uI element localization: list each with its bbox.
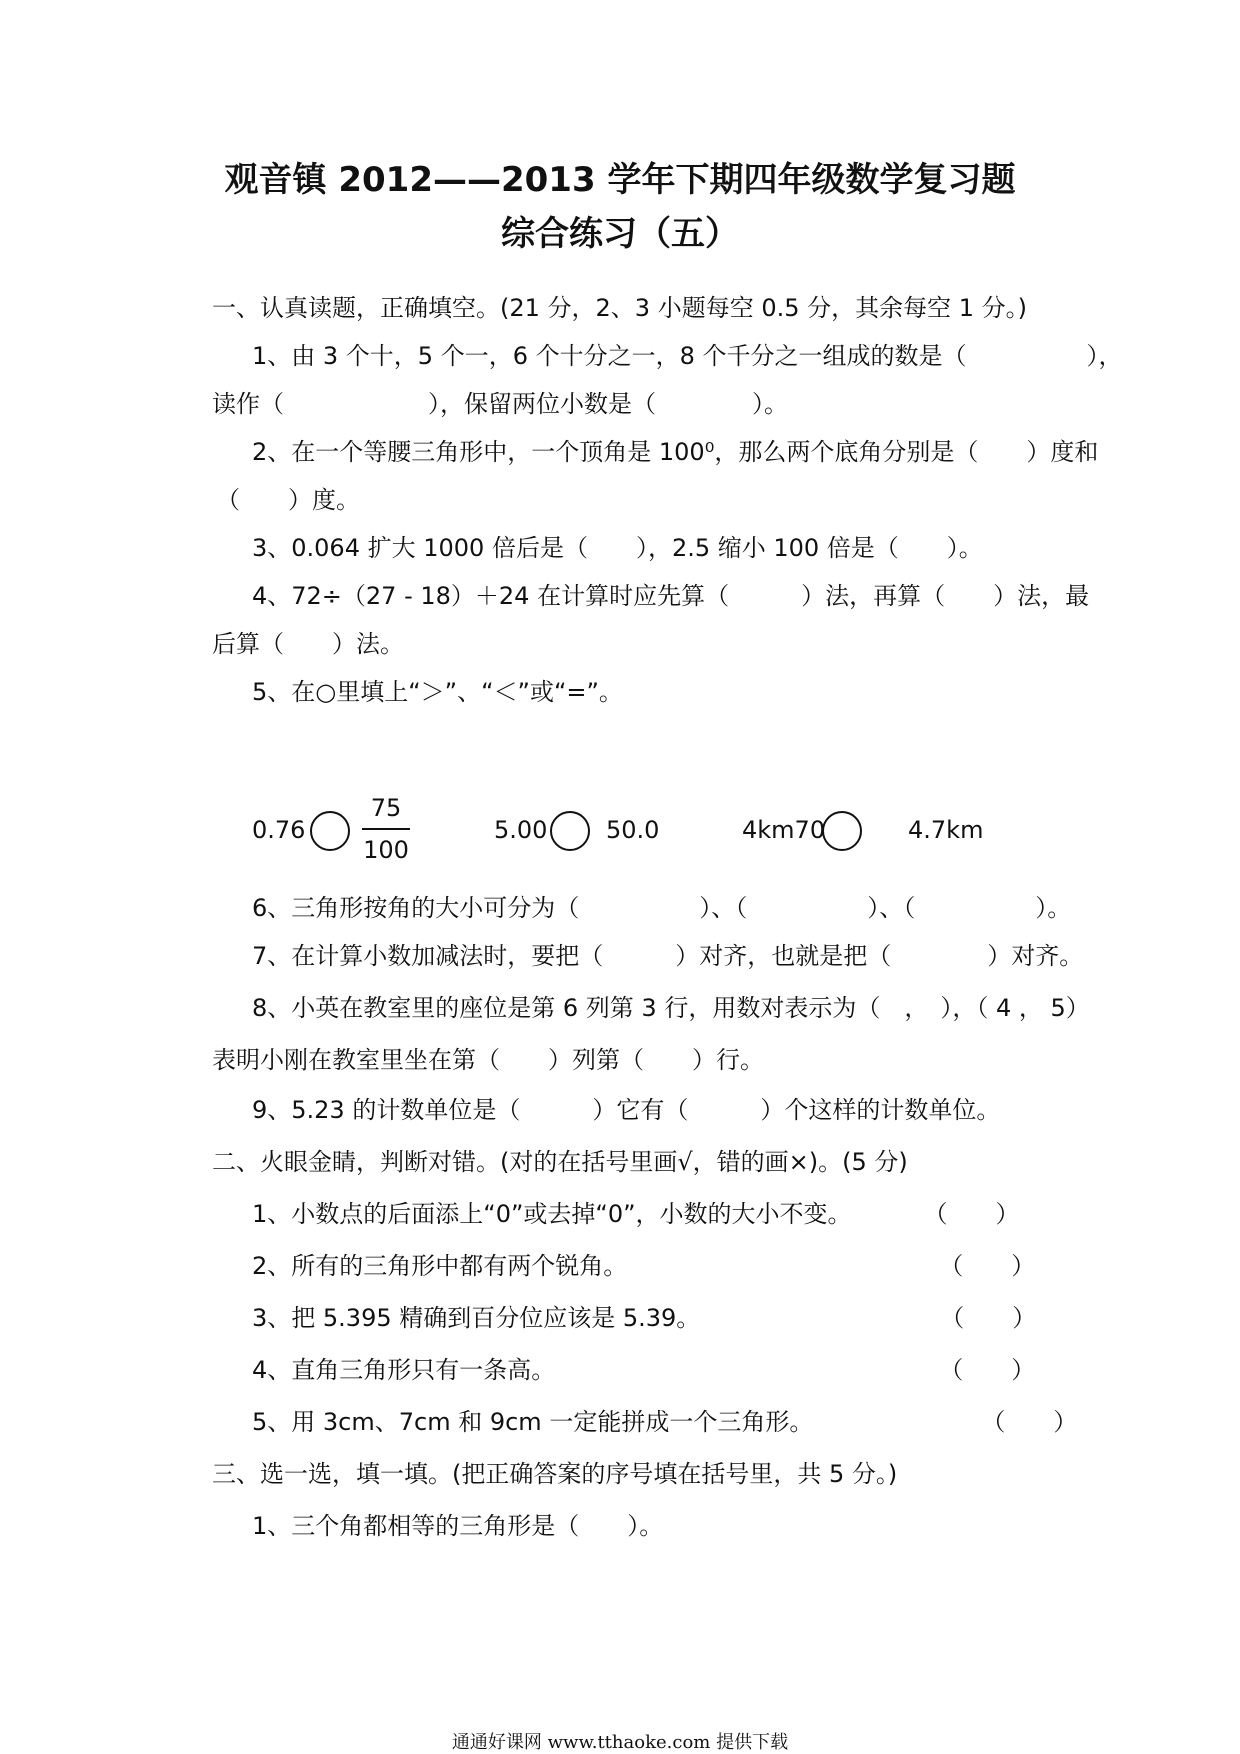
question-2-line-1: 2、在一个等腰三角形中，一个顶角是 100⁰，那么两个底角分别是（ ）度和	[252, 438, 1099, 466]
question-5: 5、在○里填上“＞”、“＜”或“=”。	[252, 678, 623, 706]
question-8-line-1: 8、小英在教室里的座位是第 6 列第 3 行，用数对表示为（ ， ），（ 4 ， 5）	[252, 994, 1090, 1022]
compare-b-left: 5.00	[494, 816, 548, 844]
compare-circle-c	[822, 811, 862, 851]
question-3: 3、0.064 扩大 1000 倍后是（ ），2.5 缩小 100 倍是（ ）。	[252, 534, 983, 562]
judge-item-5: 5、用 3cm、7cm 和 9cm 一定能拼成一个三角形。 （ ）	[252, 1408, 1078, 1436]
compare-c-left: 4km70	[742, 816, 826, 844]
question-1-line-2: 读作（ ），保留两位小数是（ ）。	[212, 390, 788, 418]
compare-a-left: 0.76	[252, 816, 306, 844]
judge-item-4: 4、直角三角形只有一条高。 （ ）	[252, 1356, 1036, 1384]
judge-item-1: 1、小数点的后面添上“0”或去掉“0”，小数的大小不变。 （ ）	[252, 1200, 1020, 1228]
question-4-line-1: 4、72÷（27 - 18）＋24 在计算时应先算（ ）法，再算（ ）法，最	[252, 582, 1090, 610]
question-4-line-2: 后算（ ）法。	[212, 630, 404, 658]
question-8-line-2: 表明小刚在教室里坐在第（ ）列第（ ）行。	[212, 1046, 764, 1074]
choice-question-1: 1、三个角都相等的三角形是（ ）。	[252, 1512, 664, 1540]
compare-a-fraction	[362, 792, 410, 866]
compare-circle-b	[550, 811, 590, 851]
compare-b-right: 50.0	[606, 816, 660, 844]
fraction-numerator: 75	[370, 794, 402, 822]
judge-item-2: 2、所有的三角形中都有两个锐角。 （ ）	[252, 1252, 1036, 1280]
page-subtitle: 综合练习（五）	[501, 214, 739, 254]
judge-item-3: 3、把 5.395 精确到百分位应该是 5.39。 （ ）	[252, 1304, 1037, 1332]
question-7: 7、在计算小数加减法时，要把（ ）对齐，也就是把（ ）对齐。	[252, 942, 1084, 970]
section-heading-fill-blank: 一、认真读题，正确填空。(21 分，2、3 小题每空 0.5 分，其余每空 1 分。)	[212, 294, 1028, 322]
fraction-denominator: 100	[363, 836, 409, 864]
question-2-line-2: （ ）度。	[216, 486, 360, 514]
question-1-line-1: 1、由 3 个十，5 个一，6 个十分之一，8 个千分之一组成的数是（ ），	[252, 342, 1123, 370]
section-heading-true-false: 二、火眼金睛，判断对错。(对的在括号里画√，错的画×)。(5 分)	[212, 1148, 908, 1176]
question-6: 6、三角形按角的大小可分为（ ）、（ ）、（ ）。	[252, 894, 1072, 922]
section-heading-multiple-choice: 三、选一选，填一填。(把正确答案的序号填在括号里，共 5 分。)	[212, 1460, 898, 1488]
page-title: 观音镇 2012——2013 学年下期四年级数学复习题	[224, 160, 1016, 200]
fraction-bar	[362, 828, 410, 830]
footer-source: 通通好课网 www.tthaoke.com 提供下载	[451, 1732, 789, 1753]
compare-c-right: 4.7km	[908, 816, 984, 844]
comparison-row	[0, 788, 1240, 878]
compare-circle-a	[310, 811, 350, 851]
question-9: 9、5.23 的计数单位是（ ）它有（ ）个这样的计数单位。	[252, 1096, 1001, 1124]
